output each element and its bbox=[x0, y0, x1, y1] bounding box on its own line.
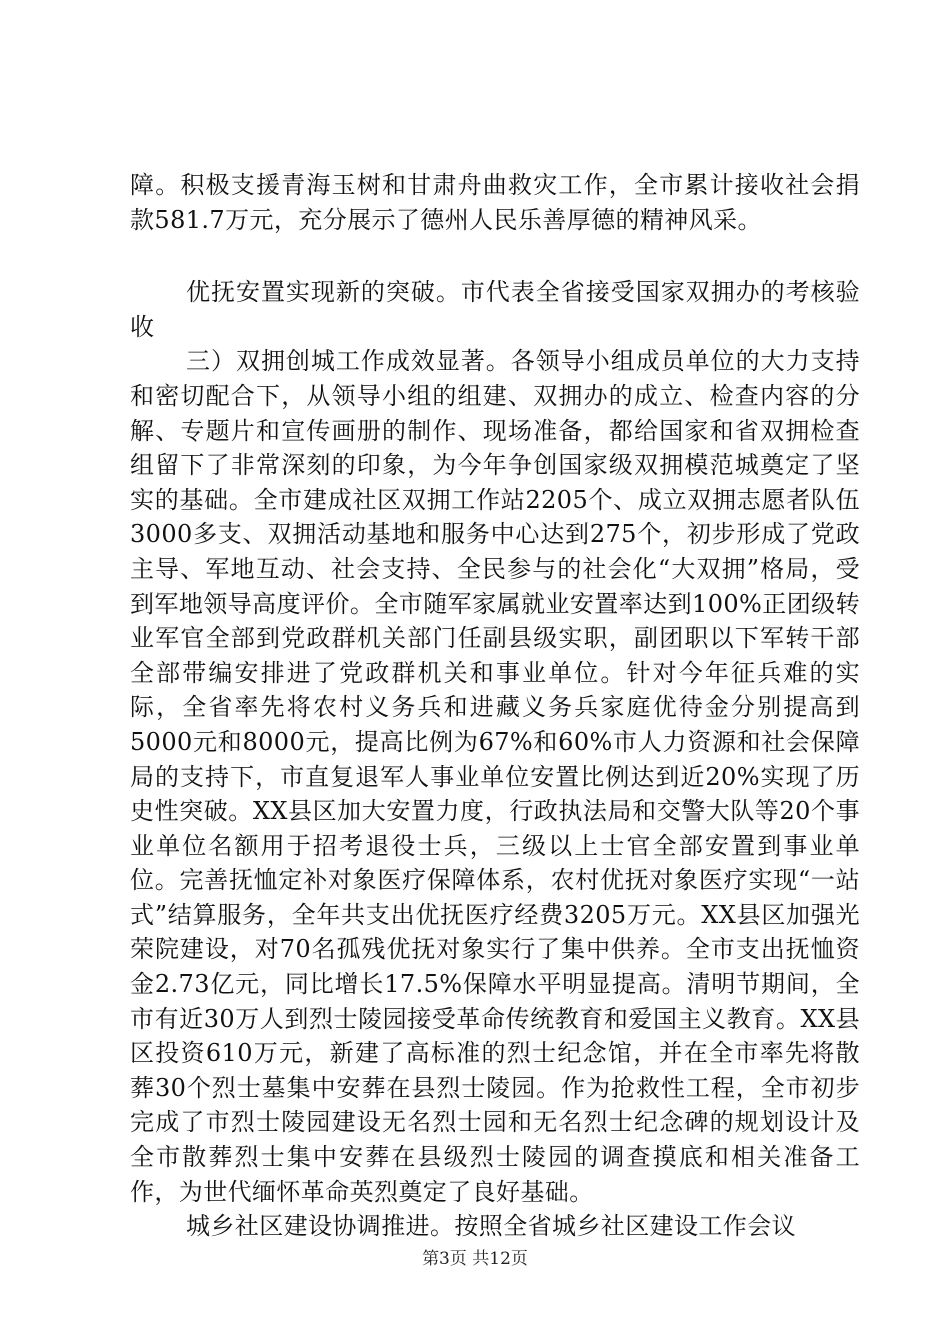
paragraph-relief-donations: 障。积极支援青海玉树和甘肃舟曲救灾工作，全市累计接收社会捐款581.7万元，充分展示了德州人民乐善厚德的精神风采。 bbox=[130, 171, 860, 234]
paragraph-gap bbox=[130, 237, 860, 275]
paragraph-community-building: 城乡社区建设协调推进。按照全省城乡社区建设工作会议 bbox=[186, 1212, 796, 1241]
paragraph-double-support-city: 三）双拥创城工作成效显著。各领导小组成员单位的大力支持和密切配合下，从领导小组的组建、双拥办的成立、检查内容的分解、专题片和宣传画册的制作、现场准备，都给国家和省双拥检查组留下了非常深刻的印象，为今年争创国家级双拥模范城奠定了坚实的基础。全市建成社区双拥工作站2205个、成立双拥志愿者队伍3000多支、双拥活动基地和服务中心达到275个，初步形成了党政主导、军地互动、社会支持、全民参与的社会化“大双拥”格局，受到军地领导高度评价。全市随军家属就业安置率达到100%正团级转业军官全部到党政群机关部门任副县级实职，副团职以下军转干部全部带编安排进了党政群机关和事业单位。针对今年征兵难的实际，全省率先将农村义务兵和进藏义务兵家庭优待金分别提高到5000元和8000元，提高比例为67%和60%市人力资源和社会保障局的支持下，市直复退军人事业单位安置比例达到近20%实现了历史性突破。XX县区加大安置力度，行政执法局和交警大队等20个事业单位名额用于招考退役士兵，三级以上士官全部安置到事业单位。完善抚恤定补对象医疗保障体系，农村优抚对象医疗实现“一站式”结算服务，全年共支出优抚医疗经费3205万元。XX县区加强光荣院建设，对70名孤残优抚对象实行了集中供养。全市支出抚恤资金2.73亿元，同比增长17.5%保障水平明显提高。清明节期间，全市有近30万人到烈士陵园接受革命传统教育和爱国主义教育。XX县区投资610万元，新建了高标准的烈士纪念馆，并在全市率先将散葬30个烈士墓集中安葬在县烈士陵园。作为抢救性工程，全市初步完成了市烈士陵园建设无名烈士园和无名烈士纪念碑的规划设计及全市散葬烈士集中安葬在县级烈士陵园的调查摸底和相关准备工作，为世代缅怀革命英烈奠定了良好基础。 bbox=[130, 347, 860, 1206]
paragraph-heading-preferential-placement: 优抚安置实现新的突破。市代表全省接受国家双拥办的考核验收 bbox=[130, 278, 860, 341]
page-number-footer: 第3页 共12页 bbox=[422, 1249, 528, 1269]
document-body bbox=[130, 168, 860, 1244]
